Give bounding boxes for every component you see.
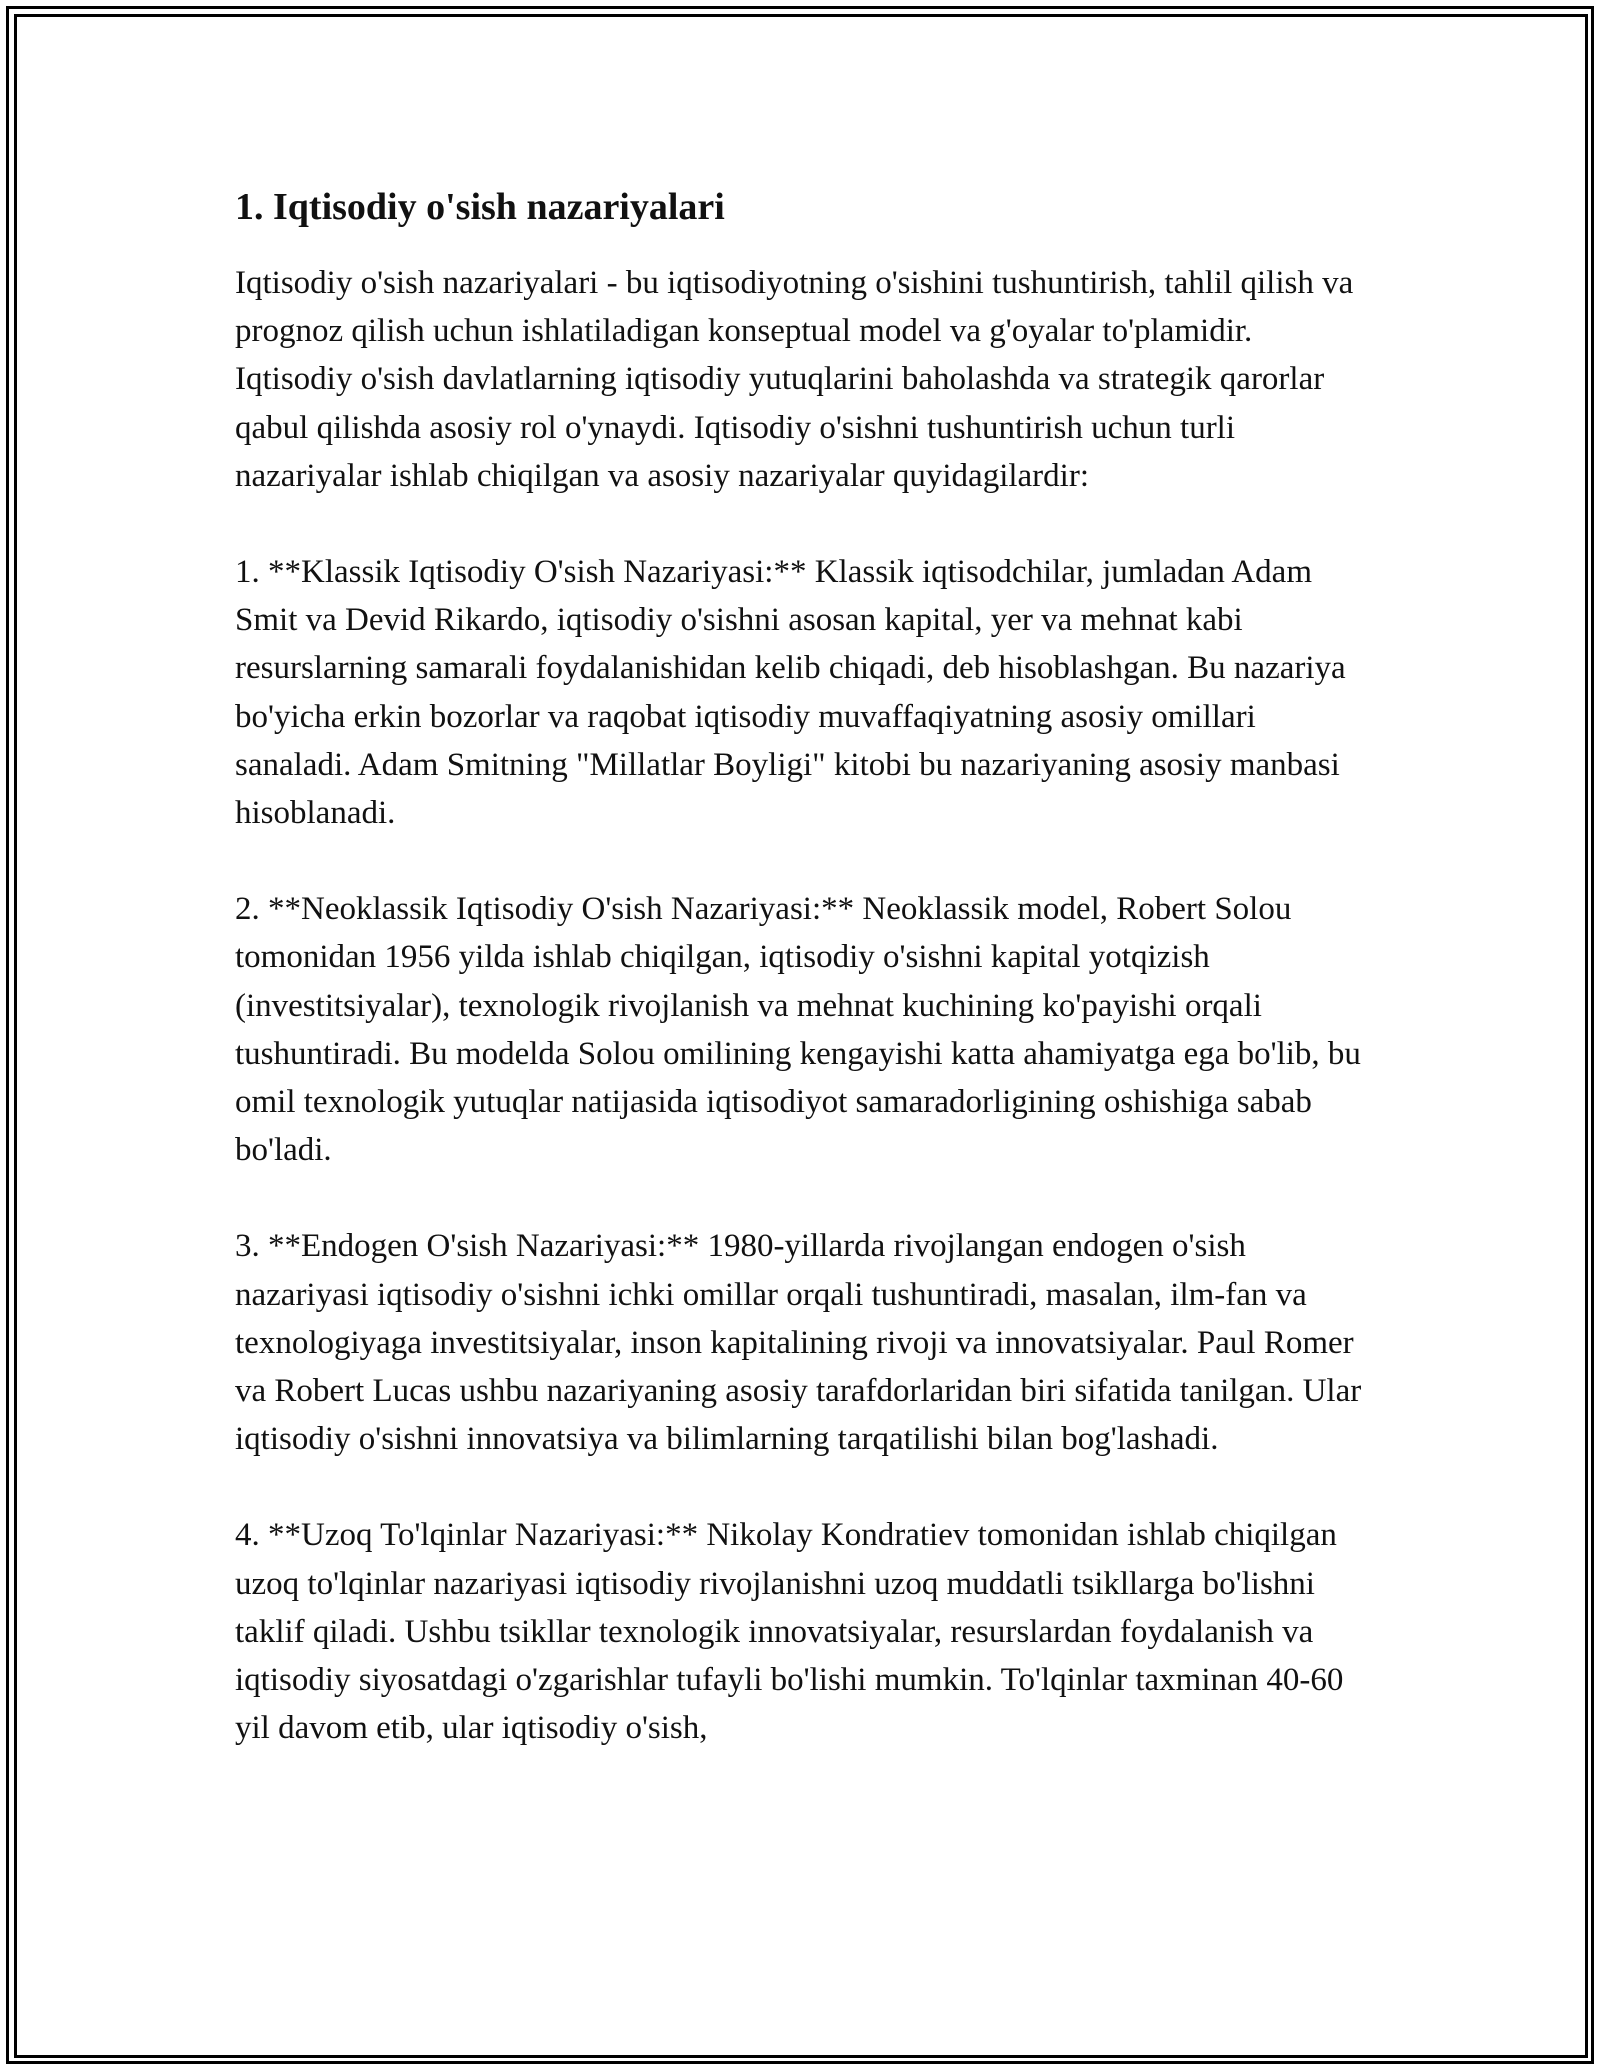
section-title: 1. Iqtisodiy o'sish nazariyalari xyxy=(235,186,725,228)
endogenous-theory-paragraph: 3. **Endogen O'sish Nazariyasi:** 1980-yillarda rivojlangan endogen o'sish nazariyasi iqtisodiy o'sishni ichki omillar orqali tushuntiradi, masalan, ilm-fan va texnologiyaga investitsiyalar, inson kapitalining rivoji va innovatsiyalar. Paul Romer va Robert Lucas ushbu nazariyaning asosiy tarafdorlaridan biri sifatida tanilgan. Ular iqtisodiy o'sishni innovatsiya va bilimlarning tarqatilishi bilan bog'lashadi. xyxy=(235,1228,1362,1458)
classical-theory-paragraph: 1. **Klassik Iqtisodiy O'sish Nazariyasi:** Klassik iqtisodchilar, jumladan Adam Smit va Devid Rikardo, iqtisodiy o'sishni asosan kapital, yer va mehnat kabi resurslarning samarali foydalanishidan kelib chiqadi, deb hisoblashgan. Bu nazariya bo'yicha erkin bozorlar va raqobat iqtisodiy muvaffaqiyatning asosiy omillari sanaladi. Adam Smitning "Millatlar Boyligi" kitobi bu nazariyaning asosiy manbasi hisoblanadi. xyxy=(235,554,1346,832)
neoclassical-theory-paragraph: 2. **Neoklassik Iqtisodiy O'sish Nazariyasi:** Neoklassik model, Robert Solou tomonidan 1956 yilda ishlab chiqilgan, iqtisodiy o'sishni kapital yotqizish (investitsiyalar), texnologik rivojlanish va mehnat kuchining ko'payishi orqali tushuntiradi. Bu modelda Solou omilining kengayishi katta ahamiyatga ega bo'lib, bu omil texnologik yutuqlar natijasida iqtisodiyot samaradorligining oshishiga sabab bo'ladi. xyxy=(235,891,1361,1169)
long-waves-theory-paragraph: 4. **Uzoq To'lqinlar Nazariyasi:** Nikolay Kondratiev tomonidan ishlab chiqilgan uzoq to'lqinlar nazariyasi iqtisodiy rivojlanishni uzoq muddatli tsikllarga bo'lishni taklif qiladi. Ushbu tsikllar texnologik innovatsiyalar, resurslardan foydalanish va iqtisodiy siyosatdagi o'zgarishlar tufayli bo'lishi mumkin. To'lqinlar taxminan 40-60 yil davom etib, ular iqtisodiy o'sish, xyxy=(235,1517,1344,1747)
document-body xyxy=(235,183,1370,1800)
intro-paragraph: Iqtisodiy o'sish nazariyalari - bu iqtisodiyotning o'sishini tushuntirish, tahlil qilish va prognoz qilish uchun ishlatiladigan konseptual model va g'oyalar to'plamidir. Iqtisodiy o'sish davlatlarning iqtisodiy yutuqlarini baholashda va strategik qarorlar qabul qilishda asosiy rol o'ynaydi. Iqtisodiy o'sishni tushuntirish uchun turli nazariyalar ishlab chiqilgan va asosiy nazariyalar quyidagilardir: xyxy=(235,265,1354,494)
